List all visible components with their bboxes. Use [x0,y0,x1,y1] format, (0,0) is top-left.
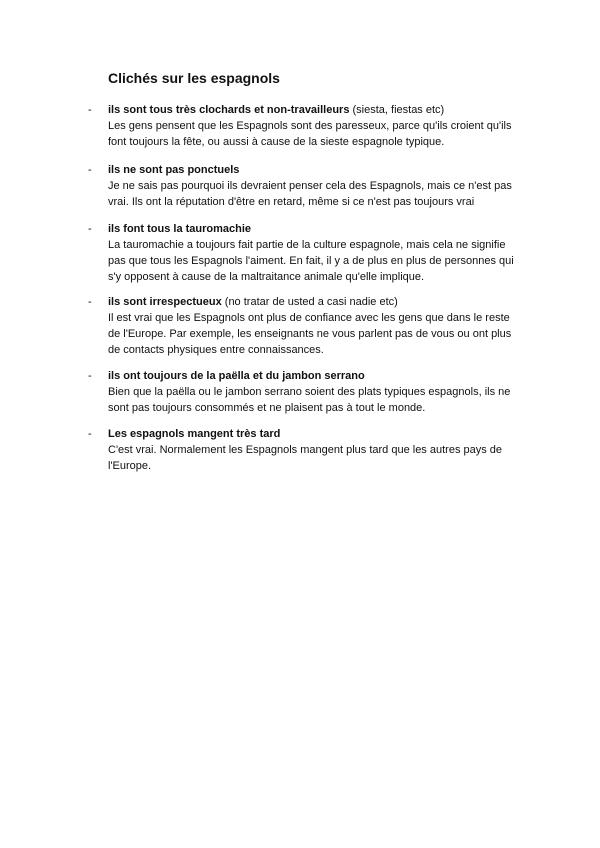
item-heading: ils sont tous très clochards et non-travailleurs [108,104,350,116]
bullet-dash: - [88,164,92,176]
item-body: Il est vrai que les Espagnols ont plus de confiance avec les gens que dans le reste de l'Europe. Par exemple, les enseignants ne vous parlent pas de vous ou ont plus de contacts physiques entre connaissances. [108,312,512,356]
list-item [88,294,518,358]
item-body: Les gens pensent que les Espagnols sont des paresseux, parce qu'ils croient qu'ils font toujours la fête, ou aussi à cause de la sieste espagnole typique. [108,120,512,148]
bullet-dash: - [88,296,92,308]
list-item [88,221,518,285]
list-item [88,368,518,416]
list-item [88,162,518,210]
bullet-dash: - [88,104,92,116]
bullet-dash: - [88,428,92,440]
item-body: Bien que la paëlla ou le jambon serrano soient des plats typiques espagnols, ils ne sont pas toujours consommés et ne plaisent pas à tout le monde. [108,386,511,414]
item-heading: ils sont irrespectueux [108,296,222,308]
list-item [88,426,518,474]
item-note: (no tratar de usted a casi nadie etc) [221,296,398,308]
item-heading: Les espagnols mangent très tard [108,428,281,440]
document-title: Clichés sur les espagnols [108,70,280,86]
bullet-dash: - [88,223,92,235]
item-note: (siesta, fiestas etc) [349,104,445,116]
list-item [88,102,518,150]
item-body: C'est vrai. Normalement les Espagnols mangent plus tard que les autres pays de l'Europe. [108,444,503,472]
item-body: Je ne sais pas pourquoi ils devraient penser cela des Espagnols, mais ce n'est pas vrai. Ils ont la réputation d'être en retard, même si ce n'est pas toujours vrai [108,180,512,208]
item-heading: ils font tous la tauromachie [108,223,252,235]
item-body: La tauromachie a toujours fait partie de la culture espagnole, mais cela ne signifie pas que tous les Espagnols l'aiment. En fait, il y a de plus en plus de personnes qui s'y opposent à cause de la maltraitance animale qu'elle implique. [108,239,514,283]
bullet-dash: - [88,370,92,382]
item-heading: ils ont toujours de la paëlla et du jambon serrano [108,370,365,382]
item-heading: ils ne sont pas ponctuels [108,164,240,176]
